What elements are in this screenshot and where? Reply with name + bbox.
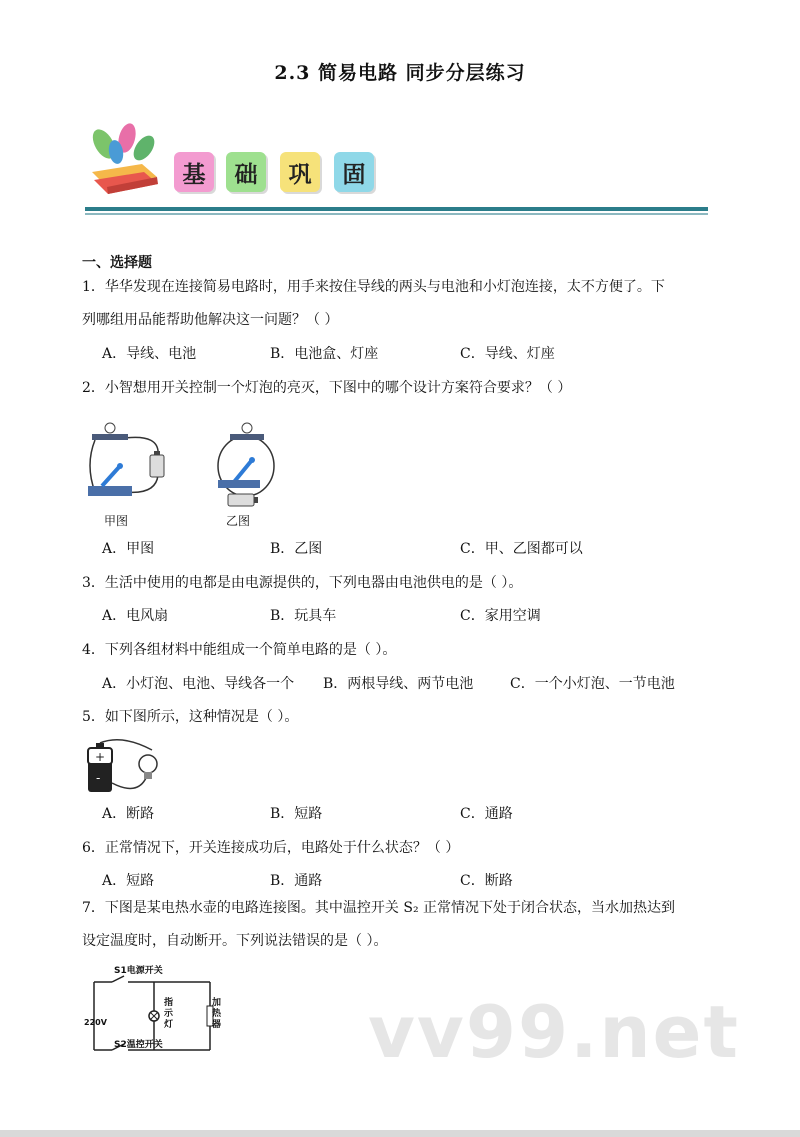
circuit-label-s1: S1电源开关 xyxy=(114,966,163,976)
q1-option-b: B．电池盒、灯座 xyxy=(270,346,379,362)
q3-option-a: A．电风扇 xyxy=(102,608,169,624)
q4-option-b: B．两根导线、两节电池 xyxy=(323,676,474,692)
divider-thin xyxy=(85,213,708,215)
circuit-label-voltage: 220V xyxy=(84,1018,107,1027)
q1-stem-line1: 1．华华发现在连接简易电路时，用手来按住导线的两头与电池和小灯泡连接，太不方便了。下 xyxy=(82,279,665,295)
figure-label-yi: 乙图 xyxy=(226,514,251,528)
circuit-label-s2: S2温控开关 xyxy=(114,1040,163,1050)
figure-label-jia: 甲图 xyxy=(104,514,129,528)
battery-bulb-figure xyxy=(82,738,172,798)
q2-stem-line1: 2．小智想用开关控制一个灯泡的亮灭，下图中的哪个设计方案符合要求？（ ） xyxy=(82,380,572,396)
section-heading: 一、选择题 xyxy=(82,255,152,271)
banner-tile-3: 巩 xyxy=(280,152,320,192)
q6-option-a: A．短路 xyxy=(102,873,155,889)
q5-option-b: B．短路 xyxy=(270,806,323,822)
circuit-figure-jia xyxy=(80,420,180,508)
svg-text:+: + xyxy=(95,750,106,764)
q4-option-a: A．小灯泡、电池、导线各一个 xyxy=(102,676,295,692)
banner-tile-2: 础 xyxy=(226,152,266,192)
books-plant-icon xyxy=(82,122,162,197)
circuit-label-heater: 加热器 xyxy=(212,998,222,1030)
divider-thick xyxy=(85,207,708,211)
q4-option-c: C．一个小灯泡、一节电池 xyxy=(510,676,675,692)
q4-stem-line1: 4．下列各组材料中能组成一个简单电路的是（ ）。 xyxy=(82,642,397,658)
circuit-figure-yi xyxy=(208,420,308,508)
q5-option-a: A．断路 xyxy=(102,806,155,822)
section-banner xyxy=(82,122,382,202)
circuit-label-indicator: 指示灯 xyxy=(164,998,174,1030)
q6-option-c: C．断路 xyxy=(460,873,513,889)
banner-tile-1: 基 xyxy=(174,152,214,192)
q1-option-c: C．导线、灯座 xyxy=(460,346,555,362)
q1-stem-line2: 列哪组用品能帮助他解决这一问题？（ ） xyxy=(82,312,339,328)
svg-text:-: - xyxy=(96,771,101,785)
watermark: vv99.net xyxy=(368,990,740,1074)
q3-option-b: B．玩具车 xyxy=(270,608,337,624)
q3-stem-line1: 3．生活中使用的电都是由电源提供的，下列电器由电池供电的是（ ）。 xyxy=(82,575,523,591)
q5-stem-line1: 5．如下图所示，这种情况是（ ）。 xyxy=(82,709,299,725)
q5-option-c: C．通路 xyxy=(460,806,513,822)
q7-stem-line1: 7．下图是某电热水壶的电路连接图。其中温控开关 S₂ 正常情况下处于闭合状态，当水加热达到 xyxy=(82,900,676,916)
q2-option-c: C．甲、乙图都可以 xyxy=(460,541,583,557)
q3-option-c: C．家用空调 xyxy=(460,608,541,624)
q6-option-b: B．通路 xyxy=(270,873,323,889)
q7-stem-line2: 设定温度时，自动断开。下列说法错误的是（ ）。 xyxy=(82,933,388,949)
q2-option-b: B．乙图 xyxy=(270,541,323,557)
banner-tile-4: 固 xyxy=(334,152,374,192)
q1-option-a: A．导线、电池 xyxy=(102,346,197,362)
q2-option-a: A．甲图 xyxy=(102,541,155,557)
q6-stem-line1: 6．正常情况下，开关连接成功后，电路处于什么状态？（ ） xyxy=(82,840,460,856)
page-title: 2.3 简易电路 同步分层练习 xyxy=(274,62,526,84)
